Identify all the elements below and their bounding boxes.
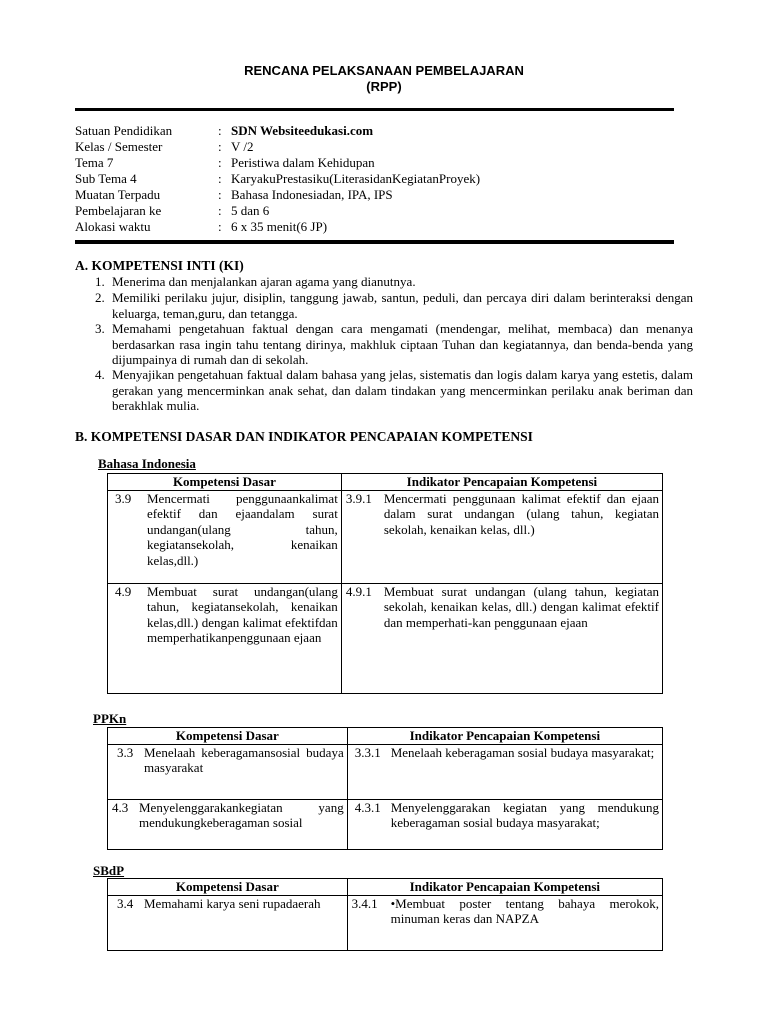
ipk-text: Menyelenggarakan kegiatan yang mendukung keberagaman sosial budaya masyarakat;: [390, 799, 659, 830]
meta-separator: :: [218, 171, 222, 186]
table-header-row: [108, 728, 663, 745]
meta-label: Sub Tema 4: [75, 171, 137, 186]
ipk-cell: [347, 744, 662, 799]
ipk-number: 4.9.1: [345, 583, 372, 599]
meta-value: 5 dan 6: [231, 203, 270, 218]
ipk-text: Mencermati penggunaan kalimat efektif dan ejaan dalam surat undangan (ulang tahun, kegiatan sekolah, kenaikan kelas, dll.): [383, 490, 659, 537]
meta-value: SDN Websiteedukasi.com: [231, 123, 374, 138]
table-row: [108, 744, 663, 799]
kd-cell: [108, 895, 348, 950]
ki-text: Memiliki perilaku jujur, disiplin, tanggung jawab, santun, peduli, dan percaya diri dalam berinteraksi dengan keluarga, teman,guru, dan tetangga.: [112, 290, 693, 321]
kd-cell: [108, 583, 342, 693]
kd-table-bahasa-indonesia: [107, 473, 663, 694]
meta-value: Bahasa Indonesiadan, IPA, IPS: [231, 187, 393, 202]
kd-text: Menelaah keberagamansosial budaya masyarakat: [144, 744, 344, 775]
ipk-text: Membuat surat undangan (ulang tahun, kegiatan sekolah, kenaikan kelas, dll.) dengan kalimat efektif dan memperhati-kan penggunaan ejaan: [383, 583, 659, 630]
section-b-heading: B. KOMPETENSI DASAR DAN INDIKATOR PENCAPAIAN KOMPETENSI: [75, 429, 533, 444]
section-a-heading: A. KOMPETENSI INTI (KI): [75, 258, 244, 273]
column-header-ipk: Indikator Pencapaian Kompetensi: [347, 879, 662, 896]
ipk-number: 4.3.1: [354, 799, 381, 815]
ipk-text: Menelaah keberagaman sosial budaya masyarakat;: [390, 744, 655, 760]
meta-value: Peristiwa dalam Kehidupan: [231, 155, 375, 170]
table-row: [108, 583, 663, 693]
meta-separator: :: [218, 187, 222, 202]
ki-number: 2.: [95, 290, 105, 305]
column-header-kd: Kompetensi Dasar: [108, 728, 348, 745]
ki-text: Menerima dan menjalankan ajaran agama yang dianutnya.: [112, 274, 416, 289]
ipk-cell: [341, 583, 662, 693]
meta-separator: :: [218, 219, 222, 234]
kd-cell: [108, 799, 348, 849]
subject-heading: SBdP: [93, 863, 125, 878]
ki-number: 3.: [95, 321, 105, 336]
kd-text: Mencermati penggunaankalimat efektif dan ejaandalam surat undangan(ulang tahun, kegiatansekolah, kenaikan kelas,dll.): [147, 490, 338, 568]
meta-label: Kelas / Semester: [75, 139, 163, 154]
table-row: [108, 895, 663, 950]
meta-separator: :: [218, 155, 222, 170]
ki-text: Memahami pengetahuan faktual dengan cara mengamati (mendengar, melihat, membaca) dan menanya berdasarkan rasa ingin tahu tentang dirinya, makhluk ciptaan Tuhan dan kegiatannya, dan benda-benda yang dijumpainya di rumah dan di sekolah.: [112, 321, 693, 367]
ki-item: [75, 274, 693, 290]
ipk-cell: [347, 895, 662, 950]
document-title: RENCANA PELAKSANAAN PEMBELAJARAN: [244, 63, 524, 78]
ipk-number: 3.3.1: [354, 744, 381, 760]
ki-item: [75, 321, 693, 368]
kd-table-sbdp: [107, 878, 663, 951]
meta-separator: :: [218, 123, 222, 138]
meta-label: Alokasi waktu: [75, 219, 151, 234]
ipk-number: 3.4.1: [351, 895, 378, 911]
column-header-ipk: Indikator Pencapaian Kompetensi: [341, 474, 662, 491]
kd-number: 3.3: [117, 744, 134, 760]
subject-heading: Bahasa Indonesia: [98, 456, 196, 471]
meta-separator: :: [218, 203, 222, 218]
kd-number: 3.4: [117, 895, 134, 911]
ipk-cell: [347, 799, 662, 849]
ki-item: [75, 290, 693, 321]
ipk-cell: [341, 490, 662, 583]
document-subtitle: (RPP): [366, 79, 402, 94]
meta-label: Satuan Pendidikan: [75, 123, 173, 138]
meta-label: Tema 7: [75, 155, 114, 170]
kd-text: Menyelenggarakankegiatan yang mendukungkeberagaman sosial: [139, 799, 344, 830]
column-header-kd: Kompetensi Dasar: [108, 474, 342, 491]
ki-number: 1.: [95, 274, 105, 289]
kd-text: Membuat surat undangan(ulang tahun, kegiatansekolah, kenaikan kelas,dll.) dengan kalimat efektifdan memperhatikanpenggunaan ejaan: [147, 583, 338, 645]
table-header-row: [108, 879, 663, 896]
meta-value: 6 x 35 menit(6 JP): [231, 219, 328, 234]
meta-value: V /2: [231, 139, 254, 154]
meta-value: KaryakuPrestasiku(LiterasidanKegiatanProyek): [231, 171, 481, 186]
kd-number: 4.3: [112, 799, 129, 815]
table-row: [108, 490, 663, 583]
table-row: [108, 799, 663, 849]
meta-divider: [75, 240, 674, 244]
subject-heading: PPKn: [93, 711, 127, 726]
column-header-kd: Kompetensi Dasar: [108, 879, 348, 896]
kd-number: 3.9: [115, 490, 132, 506]
meta-label: Muatan Terpadu: [75, 187, 161, 202]
meta-label: Pembelajaran ke: [75, 203, 162, 218]
meta-separator: :: [218, 139, 222, 154]
table-header-row: [108, 474, 663, 491]
kd-table-ppkn: [107, 727, 663, 850]
ipk-number: 3.9.1: [345, 490, 372, 506]
kd-number: 4.9: [115, 583, 132, 599]
kd-text: Memahami karya seni rupadaerah: [144, 895, 321, 911]
ki-text: Menyajikan pengetahuan faktual dalam bahasa yang jelas, sistematis dan logis dalam karya yang estetis, dalam gerakan yang mencerminkan anak sehat, dan dalam tindakan yang mencerminkan perilaku anak beriman dan berakhlak mulia.: [112, 367, 693, 413]
ki-number: 4.: [95, 367, 105, 382]
top-divider: [75, 108, 674, 111]
kd-cell: [108, 490, 342, 583]
ki-item: [75, 367, 693, 414]
kd-cell: [108, 744, 348, 799]
column-header-ipk: Indikator Pencapaian Kompetensi: [347, 728, 662, 745]
ipk-text: •Membuat poster tentang bahaya merokok, minuman keras dan NAPZA: [390, 895, 659, 926]
